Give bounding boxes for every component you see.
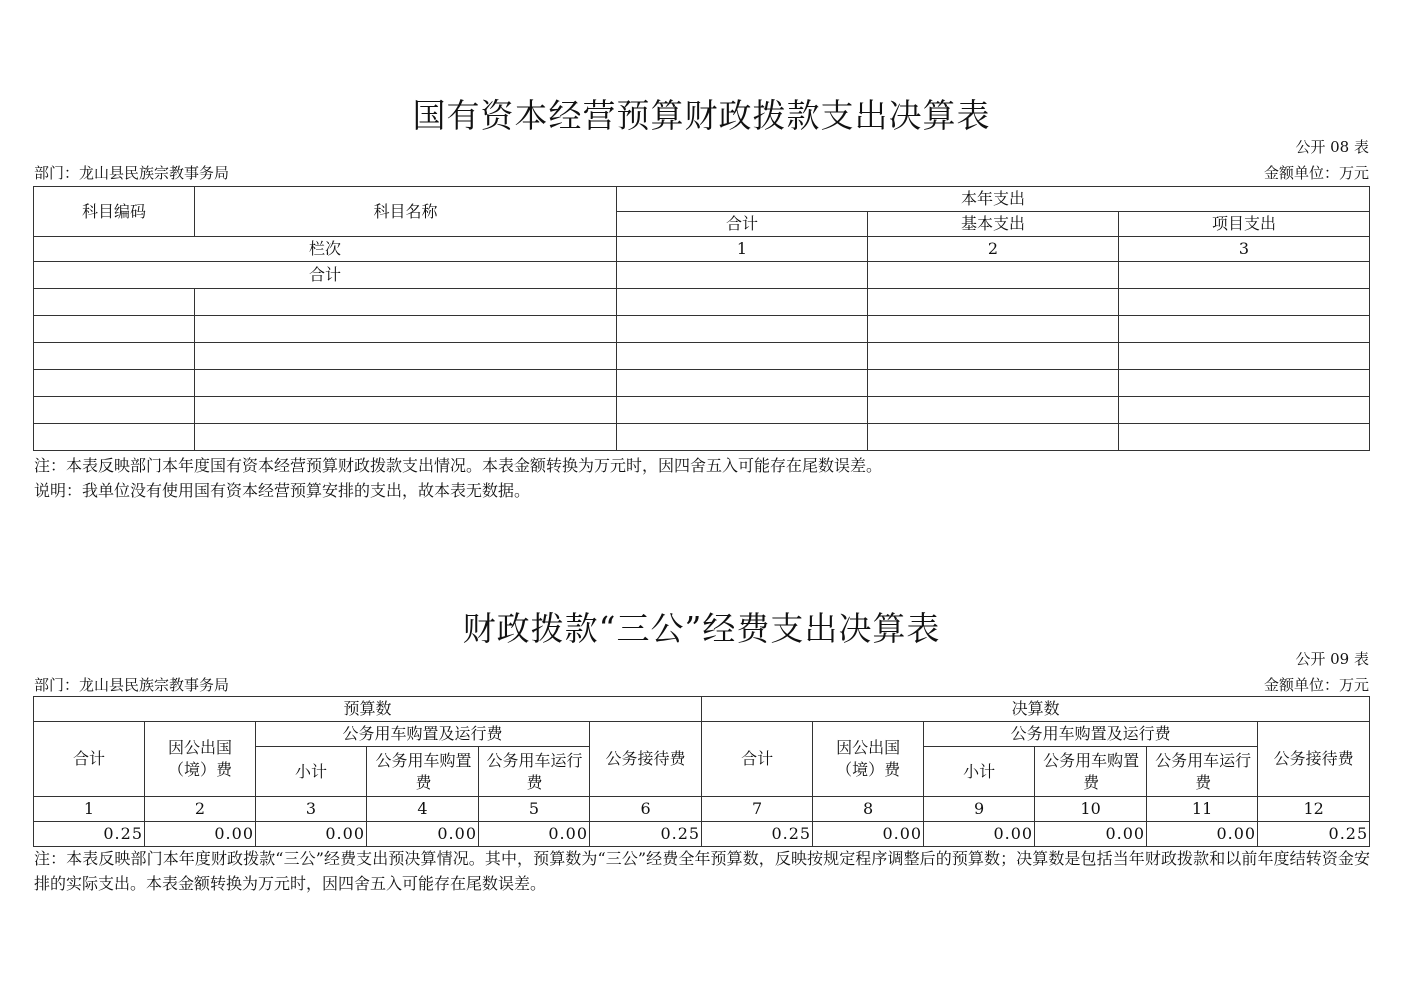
column-number: 11 bbox=[1147, 797, 1258, 822]
column-number-row bbox=[34, 797, 1370, 822]
column-index-2: 2 bbox=[868, 237, 1119, 262]
header-final-reception: 公务接待费 bbox=[1258, 722, 1370, 797]
column-number: 5 bbox=[479, 797, 590, 822]
value-cell: 0.00 bbox=[479, 822, 590, 847]
table-row bbox=[34, 370, 1370, 397]
header-budget-total: 合计 bbox=[34, 722, 145, 797]
table2 bbox=[33, 696, 1370, 847]
header-current-year-expense: 本年支出 bbox=[617, 187, 1370, 212]
value-cell: 0.00 bbox=[367, 822, 479, 847]
value-cell: 0.25 bbox=[34, 822, 145, 847]
value-cell: 0.25 bbox=[1258, 822, 1370, 847]
table-row bbox=[34, 397, 1370, 424]
value-cell: 0.00 bbox=[924, 822, 1035, 847]
table2-department: 部门：龙山县民族宗教事务局 bbox=[34, 676, 230, 694]
total-row-cell bbox=[1119, 262, 1370, 289]
header-budget-abroad: 因公出国（境）费 bbox=[145, 722, 256, 797]
total-row-cell bbox=[868, 262, 1119, 289]
column-index-1: 1 bbox=[617, 237, 868, 262]
column-index-label: 栏次 bbox=[34, 237, 617, 262]
value-cell: 0.25 bbox=[702, 822, 813, 847]
header-final-subtotal: 小计 bbox=[924, 747, 1035, 797]
header-budget-vehicle-purchase: 公务用车购置费 bbox=[367, 747, 479, 797]
table-row bbox=[34, 289, 1370, 316]
table2-note: 注：本表反映部门本年度财政拨款“三公”经费支出预决算情况。其中，预算数为“三公”经费全年预算数，反映按规定程序调整后的预算数；决算数是包括当年财政拨款和以前年度结转资金安排的实际支出。本表金额转换为万元时，因四舍五入可能存在尾数误差。 bbox=[34, 849, 1370, 893]
table1-department: 部门：龙山县民族宗教事务局 bbox=[34, 164, 230, 182]
column-number: 7 bbox=[702, 797, 813, 822]
value-cell: 0.25 bbox=[590, 822, 702, 847]
column-number: 8 bbox=[813, 797, 924, 822]
header-final-vehicle: 公务用车购置及运行费 bbox=[924, 722, 1258, 747]
table1-title: 国有资本经营预算财政拨款支出决算表 bbox=[412, 96, 991, 135]
table1-note: 注：本表反映部门本年度国有资本经营预算财政拨款支出情况。本表金额转换为万元时，因四舍五入可能存在尾数误差。 bbox=[34, 456, 883, 475]
table1-unit: 金额单位：万元 bbox=[1263, 164, 1369, 182]
total-row-cell bbox=[617, 262, 868, 289]
table-row bbox=[34, 316, 1370, 343]
table2-title: 财政拨款“三公”经费支出决算表 bbox=[462, 609, 941, 648]
header-final-abroad: 因公出国（境）费 bbox=[813, 722, 924, 797]
header-final-vehicle-purchase: 公务用车购置费 bbox=[1035, 747, 1147, 797]
header-final-vehicle-operation: 公务用车运行费 bbox=[1147, 747, 1258, 797]
value-cell: 0.00 bbox=[145, 822, 256, 847]
header-subject-name: 科目名称 bbox=[195, 187, 617, 237]
header-final-total: 合计 bbox=[702, 722, 813, 797]
header-budget: 预算数 bbox=[34, 697, 702, 722]
value-cell: 0.00 bbox=[1035, 822, 1147, 847]
header-budget-reception: 公务接待费 bbox=[590, 722, 702, 797]
table1 bbox=[33, 186, 1370, 451]
table2-unit: 金额单位：万元 bbox=[1263, 676, 1369, 694]
table2-code: 公开 09 表 bbox=[1295, 650, 1369, 668]
column-number: 6 bbox=[590, 797, 702, 822]
table-row bbox=[34, 343, 1370, 370]
header-budget-vehicle-operation: 公务用车运行费 bbox=[479, 747, 590, 797]
value-cell: 0.00 bbox=[813, 822, 924, 847]
column-number: 4 bbox=[367, 797, 479, 822]
column-number: 3 bbox=[256, 797, 367, 822]
header-final: 决算数 bbox=[702, 697, 1370, 722]
column-number: 1 bbox=[34, 797, 145, 822]
column-index-3: 3 bbox=[1119, 237, 1370, 262]
header-project: 项目支出 bbox=[1119, 212, 1370, 237]
column-number: 2 bbox=[145, 797, 256, 822]
column-number: 12 bbox=[1258, 797, 1370, 822]
header-subject-code: 科目编码 bbox=[34, 187, 195, 237]
value-row bbox=[34, 822, 1370, 847]
column-number: 9 bbox=[924, 797, 1035, 822]
table-row bbox=[34, 424, 1370, 451]
value-cell: 0.00 bbox=[1147, 822, 1258, 847]
total-row-label: 合计 bbox=[34, 262, 617, 289]
header-budget-vehicle: 公务用车购置及运行费 bbox=[256, 722, 590, 747]
header-basic: 基本支出 bbox=[868, 212, 1119, 237]
column-number: 10 bbox=[1035, 797, 1147, 822]
header-budget-subtotal: 小计 bbox=[256, 747, 367, 797]
table1-code: 公开 08 表 bbox=[1295, 138, 1369, 156]
table1-explanation: 说明：我单位没有使用国有资本经营预算安排的支出，故本表无数据。 bbox=[34, 481, 531, 500]
value-cell: 0.00 bbox=[256, 822, 367, 847]
header-total: 合计 bbox=[617, 212, 868, 237]
